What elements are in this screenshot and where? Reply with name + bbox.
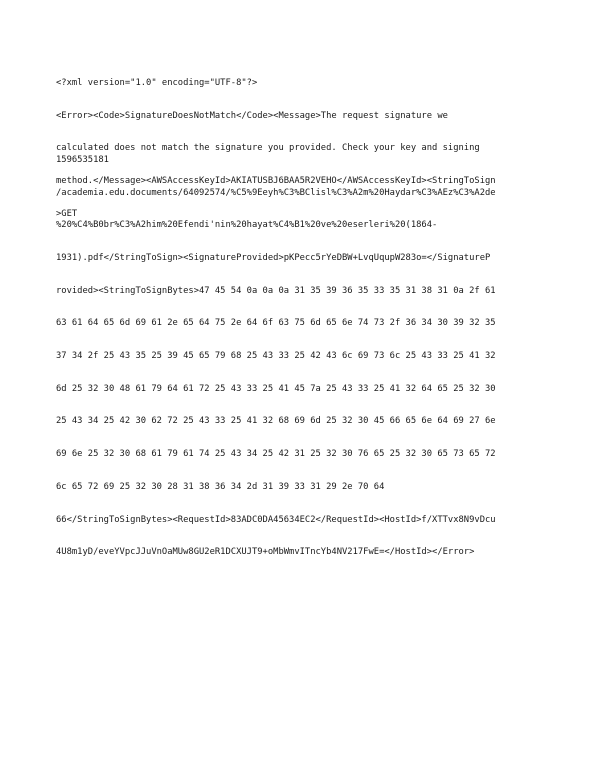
text-line: rovided><StringToSignBytes>47 45 54 0a 0a 0a 31 35 39 36 35 33 35 31 38 31 0a 2f 61: [56, 285, 496, 296]
text-line: calculated does not match the signature you provided. Check your key and signing: [56, 143, 480, 154]
text-line: 69 6e 25 32 30 68 61 79 61 74 25 43 34 25 42 31 25 32 30 76 65 25 32 30 65 73 65 72: [56, 449, 496, 460]
text-line: 1931).pdf</StringToSign><SignatureProvided>pKPecc5rYeDBW+LvqUqupW283o=</SignatureP: [56, 252, 491, 263]
text-line: <?xml version="1.0" encoding="UTF-8"?>: [56, 77, 258, 88]
text-line: 6c 65 72 69 25 32 30 28 31 38 36 34 2d 31 39 33 31 29 2e 70 64: [56, 481, 385, 492]
text-line: %20%C4%B0br%C3%A2him%20Efendi'nin%20hayat%C4%B1%20ve%20eserleri%20(1864-: [56, 220, 438, 231]
text-line: method.</Message><AWSAccessKeyId>AKIATUSBJ6BAA5R2VEHO</AWSAccessKeyId><StringToSign: [56, 175, 496, 186]
text-line: 37 34 2f 25 43 35 25 39 45 65 79 68 25 43 33 25 42 43 6c 69 73 6c 25 43 33 25 41 32: [56, 351, 496, 362]
text-line: >GET: [56, 208, 78, 219]
text-line: 25 43 34 25 42 30 62 72 25 43 33 25 41 32 68 69 6d 25 32 30 45 66 65 6e 64 69 27 6e: [56, 416, 496, 427]
text-line: 4U8m1yD/eveYVpcJJuVnOaMUw8GU2eR1DCXUJT9+oMbWmvITncYb4NV217FwE=</HostId></Error>: [56, 547, 475, 558]
text-line: 66</StringToSignBytes><RequestId>83ADC0DA45634EC2</RequestId><HostId>f/XTTvx8N9vDcu: [56, 514, 496, 525]
text-line: 63 61 64 65 6d 69 61 2e 65 64 75 2e 64 6f 63 75 6d 65 6e 74 73 2f 36 34 30 39 32 35: [56, 318, 496, 329]
text-line: /academia.edu.documents/64092574/%C5%9Eeyh%C3%BClisl%C3%A2m%20Haydar%C3%AEz%C3%A2de: [56, 187, 496, 198]
text-line: 6d 25 32 30 48 61 79 64 61 72 25 43 33 25 41 45 7a 25 43 33 25 41 32 64 65 25 32 30: [56, 383, 496, 394]
xml-error-body: [56, 133, 548, 580]
text-line: 1596535181: [56, 154, 109, 165]
text-line: <Error><Code>SignatureDoesNotMatch</Code><Message>The request signature we: [56, 110, 448, 121]
